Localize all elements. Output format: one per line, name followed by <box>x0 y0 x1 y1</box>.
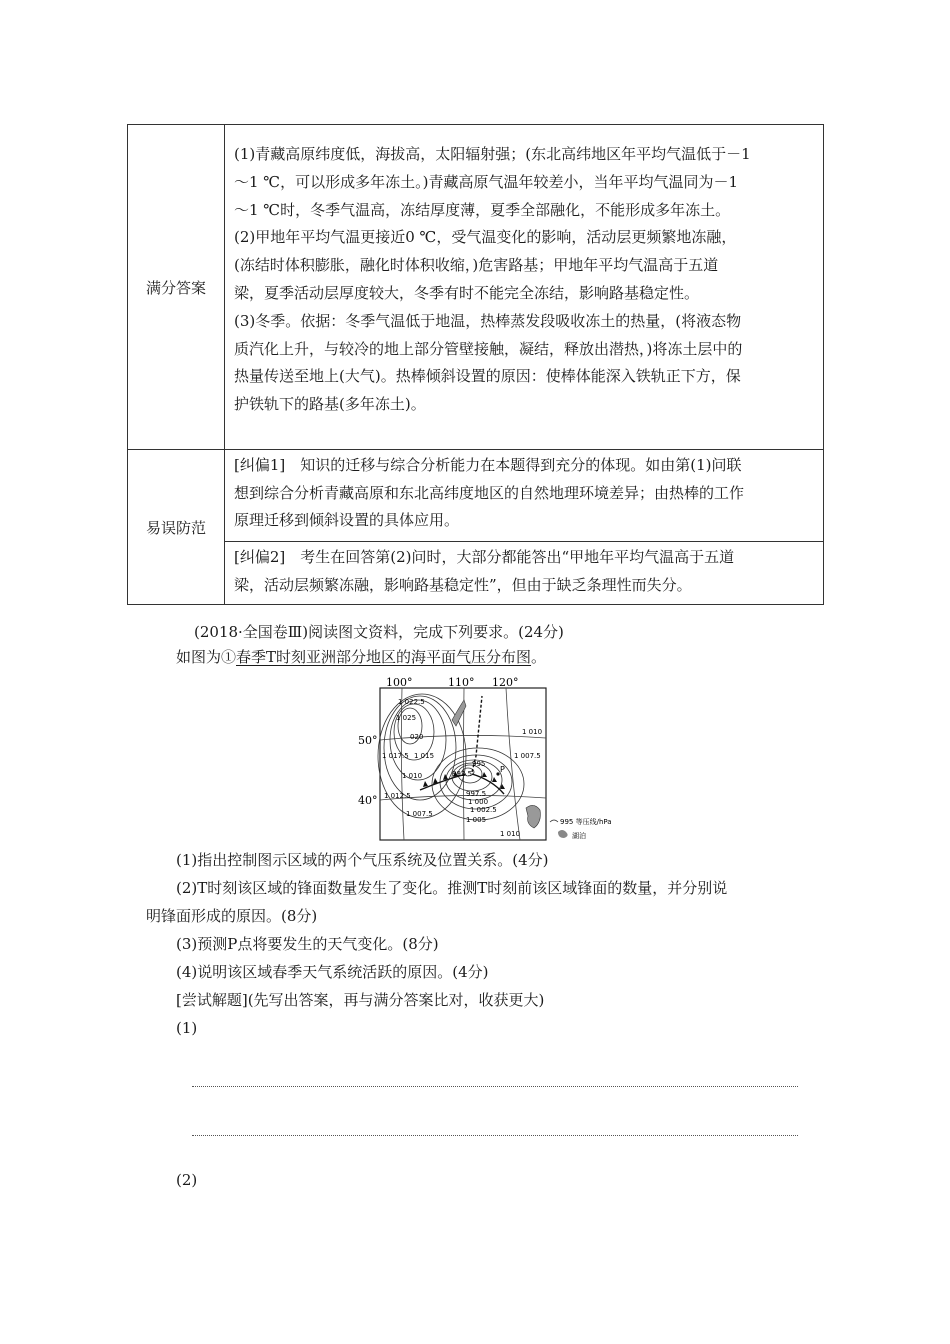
legend-isobar-symbol <box>550 820 558 822</box>
full-answer-row <box>128 125 824 450</box>
answer-line: (3)冬季。依据：冬季气温低于地温，热棒蒸发段吸收冻土的热量，(将液态物 <box>234 311 742 330</box>
isobar-label: 1 007.5 <box>514 752 541 760</box>
isobar-label: 1 002.5 <box>470 806 497 814</box>
fix-line: 原理迁移到倾斜设置的具体应用。 <box>234 511 460 530</box>
figure-suffix: 。 <box>531 648 547 666</box>
legend-isobar-label: 995 等压线/hPa <box>560 818 612 826</box>
isobar-label: 1 015 <box>414 752 435 760</box>
answer-1-label: (1) <box>176 1019 198 1037</box>
isobar-label: 020 <box>410 733 424 741</box>
answer-line: 梁，夏季活动层厚度较大，冬季有时不能完全冻结，影响路基稳定性。 <box>234 283 700 302</box>
legend-lake-label: 湖泊 <box>572 832 586 840</box>
error-prevention-label: 易误防范 <box>128 450 225 605</box>
front-symbols <box>482 772 505 789</box>
answer-2-label: (2) <box>176 1171 198 1189</box>
lon-label: 100° <box>386 676 413 689</box>
fix-line: 想到综合分析青藏高原和东北高纬度地区的自然地理环境差异；由热棒的工作 <box>234 483 745 502</box>
question-3: (3)预测P点将要发生的天气变化。(8分) <box>176 935 439 953</box>
isobar-label: 995 <box>472 760 486 768</box>
isobar-label: 1 017.5 <box>382 752 409 760</box>
answer-line-blank[interactable] <box>192 1135 798 1136</box>
legend-lake-symbol <box>558 830 568 838</box>
isobar-label: 992.5 <box>452 770 473 778</box>
attempt-instruction: [尝试解题](先写出答案，再与满分答案比对，收获更大) <box>176 991 545 1009</box>
answer-line: 质汽化上升，与较冷的地上部分管壁接触，凝结，释放出潜热，)将冻土层中的 <box>234 339 743 358</box>
answer-line: 热量传送至地上(大气)。热棒倾斜设置的原因：使棒体能深入铁轨正下方，保 <box>234 367 741 386</box>
meridian-line <box>506 688 520 840</box>
lat-label: 40° <box>358 794 378 807</box>
isobar-label: 1 010 <box>402 772 423 780</box>
lon-label: 120° <box>492 676 519 689</box>
isobar-label: 1 010 <box>522 728 543 736</box>
error-prevention-row-1 <box>128 450 824 542</box>
answer-line: (2)甲地年平均气温更接近0 ℃，受气温变化的影响，活动层更频繁地冻融， <box>234 228 737 247</box>
isobar-label: 1 000 <box>468 798 489 806</box>
isobar-label: 997.5 <box>466 790 487 798</box>
answer-line: 护铁轨下的路基(多年冻土)。 <box>234 395 426 414</box>
question-4: (4)说明该区域春季天气系统活跃的原因。(4分) <box>176 963 489 981</box>
figure-caption: 春季T时刻亚洲部分地区的海平面气压分布图 <box>236 648 532 666</box>
fix-2-content <box>225 542 824 605</box>
question-intro: (2018·全国卷Ⅲ)阅读图文资料，完成下列要求。(24分) <box>194 623 564 641</box>
answer-table <box>127 124 824 605</box>
isobar-label: 1 025 <box>396 714 417 722</box>
lat-label: 50° <box>358 734 378 747</box>
pressure-map <box>358 676 630 842</box>
isobar-label: 1 022.5 <box>398 698 425 706</box>
question-2-line-1: (2)T时刻该区域的锋面数量发生了变化。推测T时刻前该区域锋面的数量，并分别说 <box>176 879 728 897</box>
fix-line: [纠偏2] 考生在回答第(2)问时，大部分都能答出“甲地年平均气温高于五道 <box>234 548 735 566</box>
lon-label: 110° <box>448 676 475 689</box>
question-1: (1)指出控制图示区域的两个气压系统及位置关系。(4分) <box>176 851 549 869</box>
answer-line: (1)青藏高原纬度低，海拔高，太阳辐射强；(东北高纬地区年平均气温低于－1 <box>234 145 751 163</box>
fix-1-content <box>225 450 824 542</box>
answer-line: (冻结时体积膨胀，融化时体积收缩，)危害路基；甲地年平均气温高于五道 <box>234 256 719 275</box>
question-2-line-2: 明锋面形成的原因。(8分) <box>146 907 318 925</box>
figure-prefix: 如图为① <box>176 648 237 666</box>
answer-line: ～1 ℃，可以形成多年冻土。)青藏高原气温年较差小，当年平均气温同为－1 <box>234 172 738 191</box>
full-answer-label: 满分答案 <box>128 125 225 450</box>
parallel-line <box>380 735 546 740</box>
lake-shape <box>526 805 540 828</box>
figure-intro <box>176 646 546 668</box>
answer-line-blank[interactable] <box>192 1086 798 1087</box>
isobar-label: 1 012.5 <box>384 792 411 800</box>
fix-line: 梁，活动层频繁冻融，影响路基稳定性”，但由于缺乏条理性而失分。 <box>234 575 692 594</box>
isobar-label: 1 010 <box>500 830 521 838</box>
full-answer-content <box>225 125 824 450</box>
fix-line: [纠偏1] 知识的迁移与综合分析能力在本题得到充分的体现。如由第(1)问联 <box>234 456 742 474</box>
isobar-label: 1 007.5 <box>406 810 433 818</box>
isobar-label: 1 005 <box>466 816 487 824</box>
answer-line: ～1 ℃时，冬季气温高，冻结厚度薄，夏季全部融化，不能形成多年冻土。 <box>234 200 731 219</box>
error-prevention-row-2 <box>128 542 824 605</box>
point-p-label: P <box>500 765 505 774</box>
